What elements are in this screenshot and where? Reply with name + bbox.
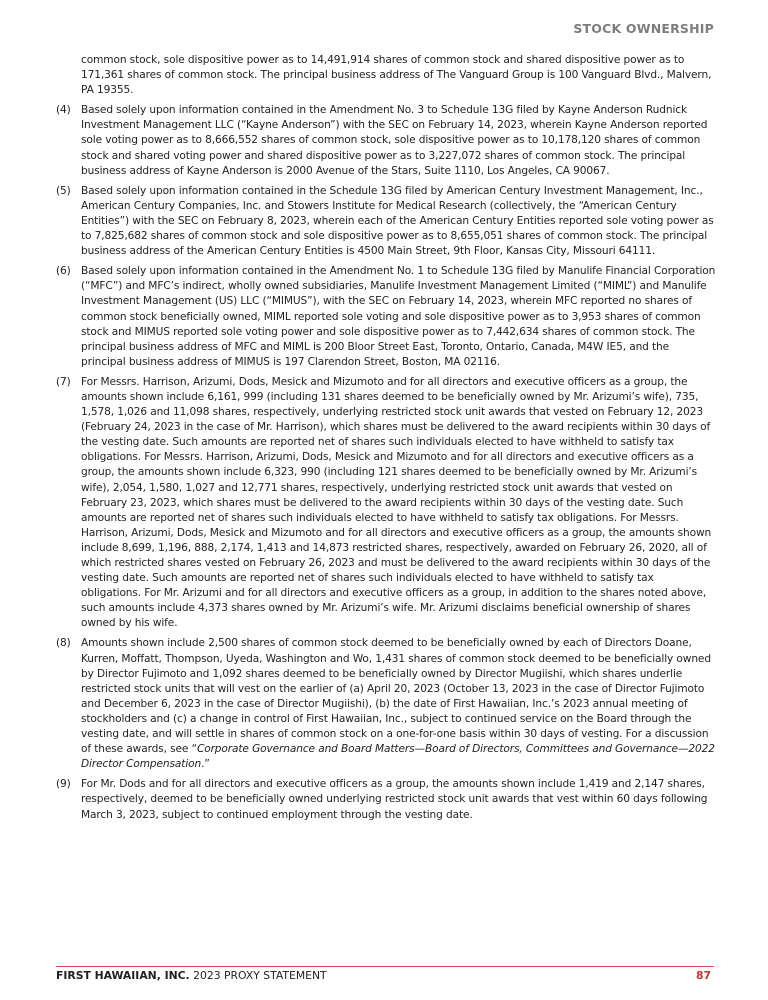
footnote-5 xyxy=(56,184,716,259)
footer-document: 2023 PROXY STATEMENT xyxy=(193,969,327,982)
footnote-number: (7) xyxy=(56,375,71,388)
footnote-text: Based solely upon information contained in the Amendment No. 3 to Schedule 13G filed by Kayne Anderson Rudnick Investment Management LLC (“Kayne Anderson”) with the SEC on February 14, 2023, wherein Kayne Anderson reported sole voting power as to 8,666,552 shares of common stock, sole dispositive power as to 10,178,120 shares of common stock and shared voting power and shared dispositive power as to 3,227,072 shares of common stock. The principal business address of Kayne Anderson is 2000 Avenue of the Stars, Suite 1110, Los Angeles, CA 90067. xyxy=(81,104,708,177)
footnote-text: For Messrs. Harrison, Arizumi, Dods, Mesick and Mizumoto and for all directors and executive officers as a group, the amounts shown include 6,161, 999 (including 131 shares deemed to be beneficially owned by Mr. Arizumi’s wife), 735, 1,578, 1,026 and 11,098 shares, respectively, underlying restricted stock unit awards that vested on February 12, 2023 (February 24, 2023 in the case of Mr. Harrison), which shares must be delivered to the award recipients within 30 days of the vesting date. Such amounts are reported net of shares such individuals elected to have withheld to satisfy tax obligations. For Messrs. Harrison, Arizumi, Dods, Mesick and Mizumoto and for all directors and executive officers as a group, the amounts shown include 6,323, 990 (including 121 shares deemed to be beneficially owned by Mr. Arizumi’s wife), 2,054, 1,580, 1,027 and 12,771 shares, respectively, underlying restricted stock unit awards that vested on February 23, 2023, which shares must be delivered to the award recipients within 30 days of the vesting date. Such amounts are reported net of shares such individuals elected to have withheld to satisfy tax obligations. For Messrs. Harrison, Arizumi, Dods, Mesick and Mizumoto and for all directors and executive officers as a group, the amounts shown include 8,699, 1,196, 888, 2,174, 1,413 and 14,873 restricted shares, respectively, awarded on February 26, 2020, all of which restricted shares vested on February 26, 2023 and must be delivered to the award recipients within 30 days of the vesting date. Such amounts are reported net of shares such individuals elected to have withheld to satisfy tax obligations. For Mr. Arizumi and for all directors and executive officers as a group, in addition to the shares noted above, such amounts include 4,373 shares owned by Mr. Arizumi’s wife. Mr. Arizumi disclaims beneficial ownership of shares owned by his wife. xyxy=(81,375,712,630)
footnote-text: Based solely upon information contained in the Amendment No. 1 to Schedule 13G filed by Manulife Financial Corporation (“MFC”) and MFC’s indirect, wholly owned subsidiaries, Manulife Investment Management Limited (“MIML”) and Manulife Investment Management (US) LLC (“MIMUS”), with the SEC on February 14, 2023, wherein MFC reported no shares of common stock beneficially owned, MIML reported sole voting and sole dispositive power as to 3,953 shares of common stock and MIMUS reported sole voting power and sole dispositive power as to 7,442,634 shares of common stock. The principal business address of MFC and MIML is 200 Bloor Street East, Toronto, Ontario, Canada, M4W IE5, and the principal business address of MIMUS is 197 Clarendon Street, Boston, MA 02116. xyxy=(81,265,716,368)
footnotes xyxy=(56,53,716,828)
page-number: 87 xyxy=(695,969,711,982)
footnote-6 xyxy=(56,264,716,370)
footnote-number: (9) xyxy=(56,778,71,791)
footnote-7 xyxy=(56,375,716,632)
footnote-continuation-text: common stock, sole dispositive power as to 14,491,914 shares of common stock and shared dispositive power as to 171,361 shares of common stock. The principal business address of The Vanguard Group is 100 Vanguard Blvd., Malvern, PA 19355. xyxy=(81,54,712,97)
footnote-number: (5) xyxy=(56,184,71,197)
footnote-number: (8) xyxy=(56,637,71,650)
footnote-continuation xyxy=(56,53,716,98)
footnote-8 xyxy=(56,636,716,772)
section-title: STOCK OWNERSHIP xyxy=(573,21,714,36)
footnote-4 xyxy=(56,103,716,178)
footnote-number: (6) xyxy=(56,265,71,278)
footer-company: FIRST HAWAIIAN, INC. xyxy=(56,969,190,982)
footer-divider xyxy=(56,966,714,967)
footnote-text-main: Amounts shown include 2,500 shares of common stock deemed to be beneficially owned by each of Directors Doane, Kurren, Moffatt, Thompson, Uyeda, Washington and Wo, 1,431 shares of common stock deemed to be beneficially owned by Director Fujimoto and 1,092 shares deemed to be beneficially owned by Director Mugiishi, which shares underlie restricted stock units that will vest on the earlier of (a) April 20, 2023 (October 13, 2023 in the case of Director Fujimoto and December 6, 2023 in the case of Director Mugiishi), (b) the date of First Hawaiian, Inc.’s 2023 annual meeting of stockholders and (c) a change in control of First Hawaiian, Inc., subject to continued service on the Board through the vesting date, and will settle in shares of common stock on a one-for-one basis within 30 days of vesting. For a discussion of these awards, see “ xyxy=(81,637,711,756)
footer-document-title xyxy=(56,969,327,982)
footnote-number: (4) xyxy=(56,104,71,117)
footnote-text: Based solely upon information contained in the Schedule 13G filed by American Century Investment Management, Inc., American Century Companies, Inc. and Stowers Institute for Medical Research (collectively, the “American Century Entities”) with the SEC on February 8, 2023, wherein each of the American Century Entities reported sole voting power as to 7,825,682 shares of common stock and sole dispositive power as to 8,655,051 shares of common stock. The principal business address of the American Century Entities is 4500 Main Street, 9th Floor, Kansas City, Missouri 64111. xyxy=(81,184,714,258)
footnote-text: For Mr. Dods and for all directors and executive officers as a group, the amounts shown include 1,419 and 2,147 shares, respectively, deemed to be beneficially owned underlying restricted stock unit awards that vest within 60 days following March 3, 2023, subject to continued employment through the vesting date. xyxy=(81,778,708,821)
footnote-text xyxy=(81,636,716,772)
footnote-text-tail: .” xyxy=(201,758,210,771)
footnote-9 xyxy=(56,777,716,822)
footnote-cross-reference: Corporate Governance and Board Matters—Board of Directors, Committees and Governance—2022 Director Compensation xyxy=(81,743,715,771)
